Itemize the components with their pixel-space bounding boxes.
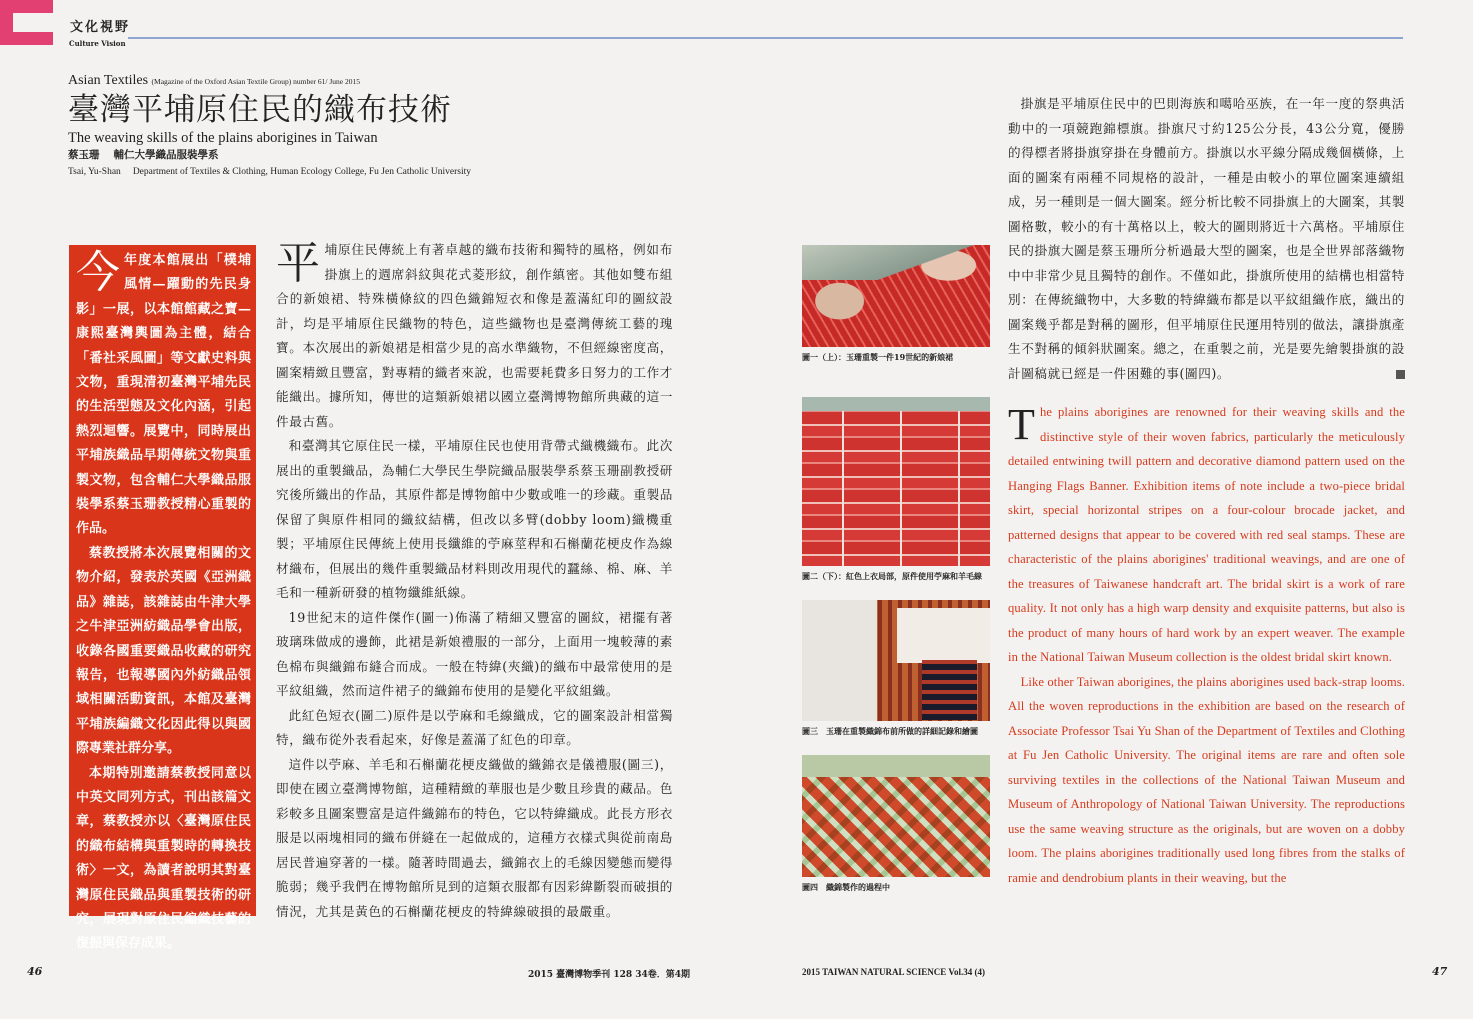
intro-text: 年度本館展出「樸埔風情—躍動的先民身影」一展，以本館館藏之寶—康熙臺灣輿圖為主體，結合「番社采風圖」等文獻史料與文物，重現清初臺灣平埔先民的生活型態及文化內涵，引起熱烈迴響。展覽中，同時展出平埔族織品早期傳統文物與重製文物，包含輔仁大學織品服裝學系蔡玉珊教授精心重製的作品。 [76,253,251,537]
article-header [68,72,668,180]
source-detail: (Magazine of the Oxford Asian Textile Group) number 61/ June 2015 [151,77,360,86]
figure-2-caption: 圖二（下）：紅色上衣局部，原件使用苧麻和羊毛線 [802,571,982,581]
source-main: Asian Textiles [68,73,149,88]
author-name-en: Tsai, Yu-Shan [68,167,121,177]
affiliation-cn: 輔仁大學織品服裝學系 [113,149,219,161]
intro-paragraph [76,249,251,542]
intro-box [69,245,256,952]
body-paragraph: 19世紀末的這件傑作(圖一)佈滿了精細又豐富的圖紋，裙擺有著玻璃珠做成的邊飾，此裙是新娘禮服的一部分，上面用一塊較薄的素色棉布與織錦布縫合而成。一般在特緯(夾織)的織布中最常使用的是平紋組織，然而這件裙子的織錦布使用的是變化平紋組織。 [276,609,673,698]
running-footer-left: 2015 臺灣博物季刊 128 34卷．第4期 [528,970,691,980]
body-column-cn [276,238,673,924]
body-paragraph [1008,92,1405,386]
page-number-left: 46 [27,965,43,978]
running-footer-right: 2015 TAIWAN NATURAL SCIENCE Vol.34 (4) [802,967,986,977]
body-text: 掛旗是平埔原住民中的巴則海族和噶哈巫族，在一年一度的祭典活動中的一項競跑錦標旗。掛旗尺寸約125公分長，43公分寬，優勝的得標者將掛旗穿掛在身體前方。掛旗以水平線分隔成幾個橫條，上面的圖案有兩種不同規格的設計，一種是由較小的單位圖案連續組成，另一種則是一個大圖案。經分析比較不同掛旗上的大圖案，其製圖格數，較小的有十萬格以上，較大的圖則將近十六萬格。平埔原住民的掛旗大圖是蔡玉珊所分析過最大型的圖案，也是全世界部落織物中中非常少見且獨特的創作。不僅如此，掛旗所使用的結構也相當特別：在傳統織物中，大多數的特緯織布都是以平紋組織作底，織出的圖案幾乎都是對稱的圖形，但平埔原住民運用特別的做法，讓掛旗產生不對稱的傾斜狀圖案。總之，在重製之前，光是要先繪製掛旗的設計圖稿就已經是一件困難的事(圖四)。 [1008,96,1405,381]
figure-3-photo [802,600,990,721]
body-dropcap-en: T [1008,400,1035,449]
body-text: 埔原住民傳統上有著卓越的織布技術和獨特的風格，例如布掛旗上的週席斜紋與花式菱形紋，創作縝密。其他如雙布組合的新娘裙、特殊橫條紋的四色織錦短衣和像是蓋滿紅印的圖紋設計，均是平埔原住民織物的特色，這些織物也是臺灣傳統工藝的瑰寶。本次展出的新娘裙是相當少見的高水準織物，不但經線密度高，圖案精緻且豐富，對專精的織者來說，也需要耗費多日努力的工作才能織出。據所知，傳世的這類新娘裙以國立臺灣博物館所典藏的這一件最古舊。 [276,242,673,429]
section-title-en: Culture Vision [69,39,126,48]
right-column [1008,92,1405,890]
page-number-right: 47 [1432,965,1448,978]
author-line-en [68,164,668,180]
body-column-cn-right [1008,92,1405,386]
figure-1-photo [802,245,990,347]
intro-paragraph: 蔡教授將本次展覽相關的文物介紹，發表於英國《亞洲織品》雜誌，該雜誌由牛津大學之牛津亞洲紡織品學會出版，收錄各國重要織品收藏的研究報告，也報導國內外紡織品領域相關活動資訊，本館及臺灣平埔族編織文化因此得以與國際專業社群分享。 [76,545,251,757]
body-column-en [1008,400,1405,890]
body-paragraph: 這件以苧麻、羊毛和石槲蘭花梗皮織做的織錦衣是儀禮服(圖三)，即使在國立臺灣博物館，這種精緻的華服也是少數且珍貴的藏品。色彩較多且圖案豐富是這件織錦布的特色，它以特緯織成。此長方形衣服是以兩塊相同的織布併縫在一起做成的，這種方衣樣式與從前南島居民普遍穿著的一樣。隨著時間過去，織錦衣上的毛線因變態而變得脆弱；幾乎我們在博物館所見到的這類衣服都有因彩緯斷裂而破損的情況，尤其是黃色的石槲蘭花梗皮的特緯線破損的最嚴重。 [276,756,673,919]
header-rule [128,37,1403,39]
section-tab-marker [0,0,53,45]
author-line-cn [68,147,668,164]
body-text-en: he plains aborigines are renowned for their weaving skills and the distinctive style of their woven fabrics, particularly the meticulously detailed entwining twill pattern and decorative diamond pattern used on the Hanging Flags Banner. Exhibition items of note include a two-piece bridal skirt, special horizontal stripes on a four-colour brocade jacket, and patterned designs that appear to be covered with red seal stamps. These are characteristic of the plains aborigines' traditional weavings, and are one of the treasures of Taiwanese handcraft art. The bridal skirt is a work of rare quality. It not only has a high warp density and exquisite patterns, but also is the product of many hours of hard work by an expert weaver. The example in the National Taiwan Museum collection is the oldest bridal skirt known. [1008,405,1405,664]
intro-dropcap: 今 [76,247,120,298]
section-title-cn: 文化視野 [70,20,131,35]
figure-3-caption: 圖三 玉珊在重製織錦布前所做的詳細記錄和繪圖 [802,726,978,736]
body-paragraph: 此紅色短衣(圖二)原件是以苧麻和毛線織成，它的圖案設計相當獨特，織布從外表看起來，好像是蓋滿了紅色的印章。 [276,707,673,747]
figure-column [802,245,992,893]
body-paragraph: 和臺灣其它原住民一樣，平埔原住民也使用背帶式織機織布。此次展出的重製織品，為輔仁大學民生學院織品服裝學系蔡玉珊副教授研究後所織出的作品，其原件都是博物館中少數或唯一的珍藏。重製品保留了與原件相同的織紋結構，但改以多臂(dobby loom)織機重製；平埔原住民傳統上使用長纖維的苧麻莖稈和石槲蘭花梗皮作為線材織布，但展出的幾件重製織品材料則改用現代的蠶絲、棉、麻、羊毛和一種新研發的植物纖維紙線。 [276,438,673,600]
page-subtitle: The weaving skills of the plains aborigines in Taiwan [68,130,378,146]
author-name-cn: 蔡玉珊 [68,149,100,161]
figure-4-photo [802,755,990,877]
article-source [68,72,668,91]
intro-paragraph: 本期特別邀請蔡教授同意以中英文同列方式，刊出該篇文章，蔡教授亦以〈臺灣原住民的織布結構與重製時的轉換技術〉一文，為讀者說明其對臺灣原住民織品與重製技術的研究，展現對原住民編織技藝的復振與保存成果。 [76,765,251,952]
body-paragraph-en: Like other Taiwan aborigines, the plains aborigines used back-strap looms. All the woven reproductions in the exhibition are based on the research of Associate Professor Tsai Yu Shan of the Department of Textiles and Clothing at Fu Jen Catholic University. The original items are rare and often sole surviving textiles in the collections of the National Taiwan Museum and Museum of Anthropology of National Taiwan University. The reproductions use the same weaving structure as the originals, but are woven on a dobby loom. The plains aborigines traditionally used long fibres from the stalks of ramie and dendrobium plants in their weaving, but the [1008,674,1405,885]
body-dropcap: 平 [276,238,321,289]
end-mark-icon [1396,370,1405,379]
figure-2-photo [802,397,990,566]
figure-1-caption: 圖一（上）：玉珊重製一件19世紀的新娘裙 [802,352,954,362]
figure-4-caption: 圖四 織錦製作的過程中 [802,882,890,892]
body-paragraph [276,238,673,434]
body-paragraph-en [1008,400,1405,670]
affiliation-en: Department of Textiles & Clothing, Human Ecology College, Fu Jen Catholic University [132,167,472,177]
page-title: 臺灣平埔原住民的織布技術 [68,92,452,128]
